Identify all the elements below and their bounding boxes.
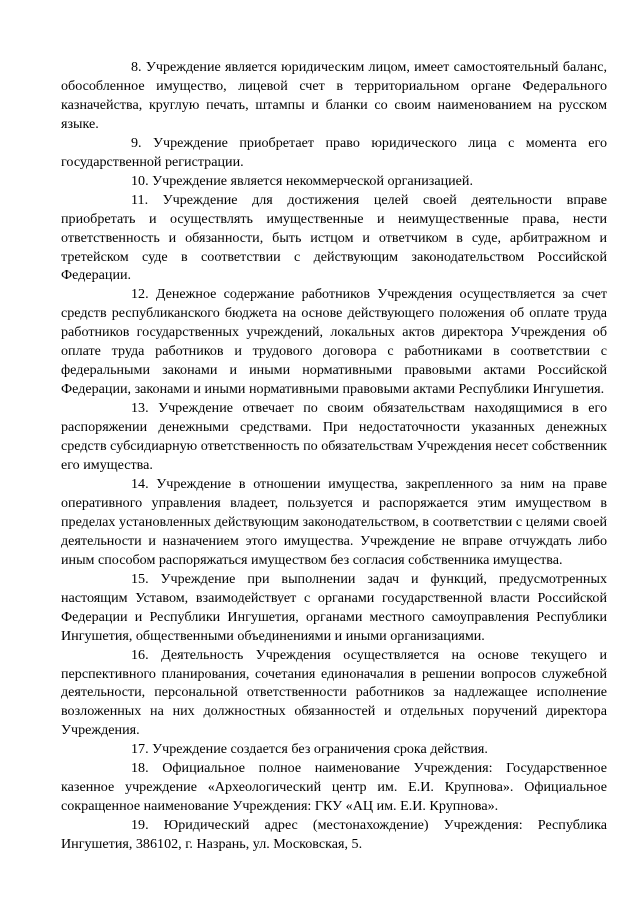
paragraph-12: 12. Денежное содержание работников Учреждения осуществляется за счет средств республиканского бюджета на основе действующего положения об оплате труда работников государственных учреждений, локальных актов директора Учреждения об оплате труда работников и трудового договора с работниками в соответствии с федеральными законами и иными нормативными правовыми актами Российской Федерации, законами и иными нормативными правовыми актами Республики Ингушетия. xyxy=(61,286,607,398)
paragraph-15: 15. Учреждение при выполнении задач и функций, предусмотренных настоящим Уставом, взаимодействует с органами государственной власти Российской Федерации и Республики Ингушетия, органами местного самоуправления Республики Ингушетия, общественными объединениями и иными организациями. xyxy=(61,570,607,644)
document-page xyxy=(61,58,607,854)
paragraph-13: 13. Учреждение отвечает по своим обязательствам находящимися в его распоряжении денежными средствами. При недостаточности указанных денежных средств субсидиарную ответственность по обязательствам Учреждения несет собственник его имущества. xyxy=(61,400,607,474)
paragraph-9: 9. Учреждение приобретает право юридического лица с момента его государственной регистрации. xyxy=(61,134,607,170)
paragraph-18: 18. Официальное полное наименование Учреждения: Государственное казенное учреждение «Археологический центр им. Е.И. Крупнова». Официальное сокращенное наименование Учреждения: ГКУ «АЦ им. Е.И. Крупнова». xyxy=(61,760,607,815)
paragraph-14: 14. Учреждение в отношении имущества, закрепленного за ним на праве оперативного управления владеет, пользуется и распоряжается этим имуществом в пределах установленных действующим законодательством, в соответствии с целями своей деятельности и назначением этого имущества. Учреждение не вправе отчуждать либо иным способом распоряжаться имуществом без согласия собственника имущества. xyxy=(61,475,607,568)
paragraph-8: 8. Учреждение является юридическим лицом, имеет самостоятельный баланс, обособленное имущество, лицевой счет в территориальном органе Федерального казначейства, круглую печать, штампы и бланки со своим наименованием на русском языке. xyxy=(61,59,607,132)
paragraph-10: 10. Учреждение является некоммерческой организацией. xyxy=(131,172,473,189)
paragraph-17: 17. Учреждение создается без ограничения срока действия. xyxy=(131,741,488,758)
paragraph-19: 19. Юридический адрес (местонахождение) Учреждения: Республика Ингушетия, 386102, г. Назрань, ул. Московская, 5. xyxy=(61,817,607,853)
paragraph-11: 11. Учреждение для достижения целей своей деятельности вправе приобретать и осуществлять имущественные и неимущественные права, нести ответственность и обязанности, быть истцом и ответчиком в суде, арбитражном и третейском суде в соответствии с действующим законодательством Российской Федерации. xyxy=(61,191,607,284)
paragraph-16: 16. Деятельность Учреждения осуществляется на основе текущего и перспективного планирования, сочетания единоначалия в решении вопросов служебной деятельности, персональной ответственности работников за надлежащее исполнение возложенных на них должностных обязанностей и отдельных поручений директора Учреждения. xyxy=(61,646,607,739)
